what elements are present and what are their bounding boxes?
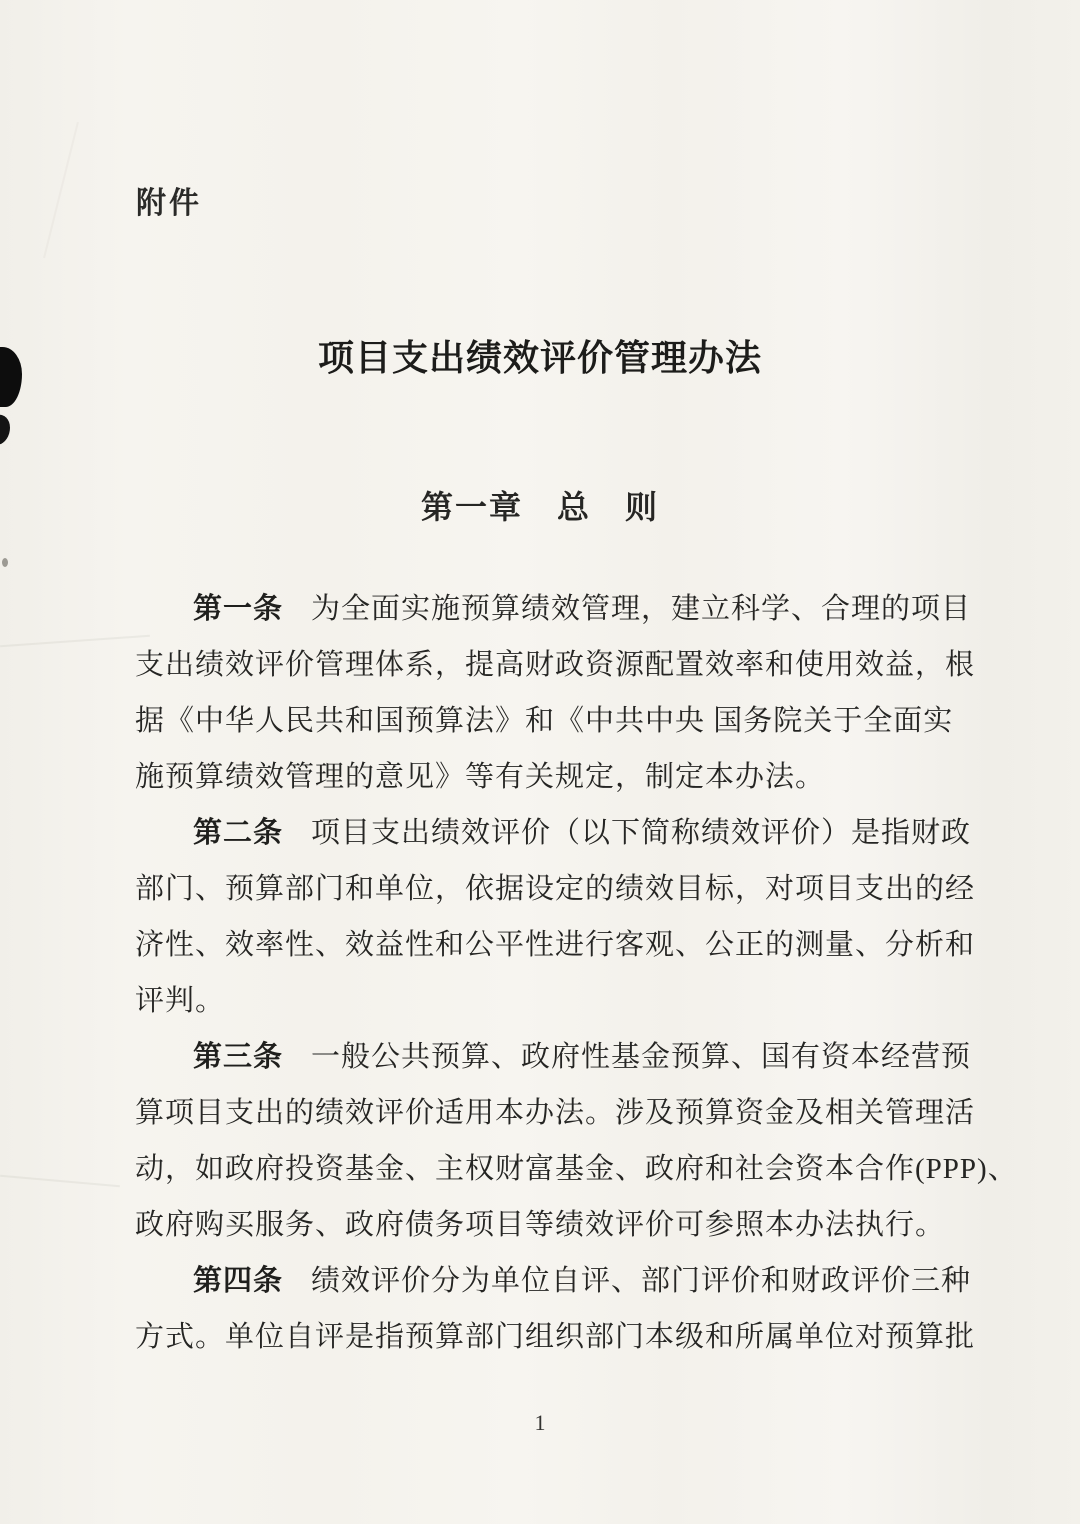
paragraph-2-line-1 bbox=[135, 805, 972, 861]
paragraph-1-line-4: 施预算绩效管理的意见》等有关规定，制定本办法。 bbox=[135, 761, 826, 793]
paragraph-text: 为全面实施预算绩效管理，建立科学、合理的项目 bbox=[311, 593, 972, 625]
paragraph-2-line-3: 济性、效率性、效益性和公平性进行客观、公正的测量、分析和 bbox=[135, 929, 976, 961]
article-3-label: 第三条 bbox=[193, 1041, 284, 1073]
chapter-heading: 第一章 总 则 bbox=[420, 489, 659, 525]
paragraph-1-line-3: 据《中华人民共和国预算法》和《中共中央 国务院关于全面实 bbox=[135, 705, 954, 737]
paragraph-3-line-2: 算项目支出的绩效评价适用本办法。涉及预算资金及相关管理活 bbox=[135, 1097, 976, 1129]
paragraph-text: 项目支出绩效评价（以下简称绩效评价）是指财政 bbox=[311, 817, 972, 849]
paragraph-2-line-2: 部门、预算部门和单位，依据设定的绩效目标，对项目支出的经 bbox=[135, 873, 976, 905]
paragraph-text: 绩效评价分为单位自评、部门评价和财政评价三种 bbox=[311, 1265, 972, 1297]
paragraph-4-line-2: 方式。单位自评是指预算部门组织部门本级和所属单位对预算批 bbox=[135, 1321, 976, 1353]
paragraph-1-line-1 bbox=[135, 581, 972, 637]
paragraph-3-line-3: 动，如政府投资基金、主权财富基金、政府和社会资本合作(PPP)、 bbox=[135, 1153, 1018, 1185]
article-4-label: 第四条 bbox=[193, 1265, 284, 1297]
paragraph-2-line-4: 评判。 bbox=[135, 985, 226, 1017]
paper-crease bbox=[0, 1175, 120, 1187]
document-body bbox=[135, 581, 1018, 1365]
scan-artifact-dot bbox=[2, 558, 8, 567]
paragraph-1-line-2: 支出绩效评价管理体系，提高财政资源配置效率和使用效益，根 bbox=[135, 649, 976, 681]
paragraph-text: 一般公共预算、政府性基金预算、国有资本经营预 bbox=[311, 1041, 972, 1073]
paragraph-4-line-1 bbox=[135, 1253, 972, 1309]
article-2-label: 第二条 bbox=[193, 817, 284, 849]
page-number: 1 bbox=[534, 1410, 546, 1435]
attachment-label: 附件 bbox=[136, 187, 202, 220]
article-1-label: 第一条 bbox=[193, 593, 284, 625]
scan-artifact-dash bbox=[0, 413, 10, 446]
paragraph-3-line-1 bbox=[135, 1029, 972, 1085]
document-title: 项目支出绩效评价管理办法 bbox=[317, 338, 762, 378]
paper-crease bbox=[43, 122, 79, 258]
paragraph-3-line-4: 政府购买服务、政府债务项目等绩效评价可参照本办法执行。 bbox=[135, 1209, 946, 1241]
paper-crease bbox=[0, 635, 150, 647]
